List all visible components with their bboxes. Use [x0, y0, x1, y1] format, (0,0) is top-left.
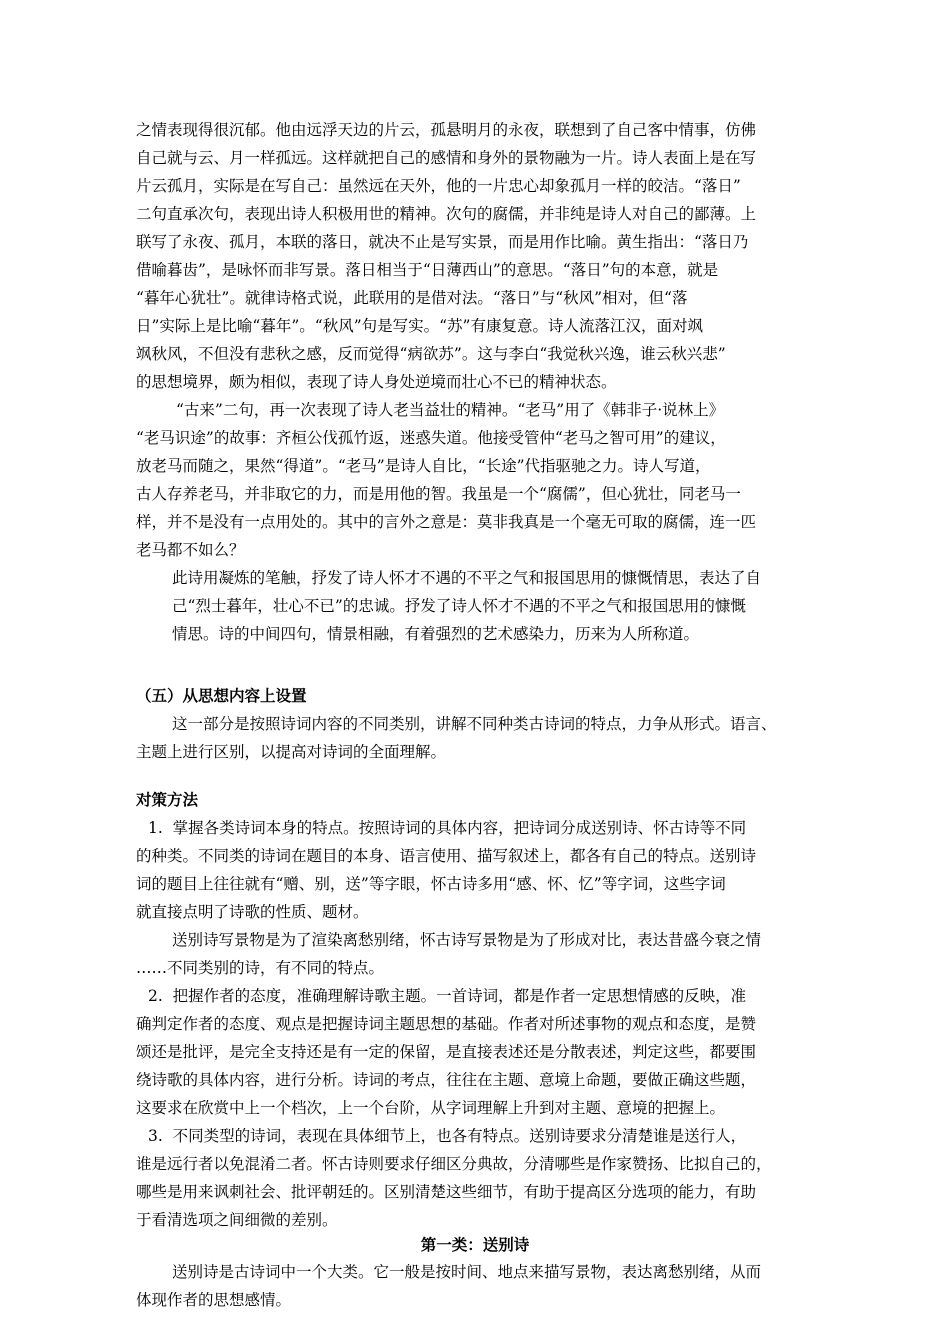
paragraph-line: 放老马而随之，果然“得道”。“老马”是诗人自比，“长途”代指驱驰之力。诗人写道， [136, 457, 711, 475]
paragraph-line: 2. 把握作者的态度，准确理解诗歌主题。一首诗词，都是作者一定思想情感的反映，准 [148, 987, 747, 1005]
paragraph-line: 这一部分是按照诗词内容的不同类别，讲解不同种类古诗词的特点，力争从形式。语言、 [172, 715, 777, 733]
paragraph-line: 颂还是批评，是完全支持还是有一定的保留，是直接表述还是分散表述，判定这些，都要围 [136, 1043, 757, 1061]
paragraph-line: 3. 不同类型的诗词，表现在具体细节上，也各有特点。送别诗要求分清楚谁是送行人， [148, 1127, 747, 1145]
paragraph-line: 送别诗是古诗词中一个大类。它一般是按时间、地点来描写景物，表达离愁别绪，从而 [172, 1263, 762, 1281]
paragraph-line: 自己就与云、月一样孤远。这样就把自己的感情和身外的景物融为一片。诗人表面上是在写 [136, 149, 757, 167]
paragraph-line: 联写了永夜、孤月，本联的落日，就决不止是写实景，而是用作比喻。黄生指出：“落日乃 [136, 233, 749, 251]
paragraph-line: 飒秋风，不但没有悲秋之感，反而觉得“病欲苏”。这与李白“我觉秋兴逸，谁云秋兴悲” [136, 345, 726, 363]
paragraph-line: 情思。诗的中间四句，情景相融，有着强烈的艺术感染力，历来为人所称道。 [172, 625, 700, 643]
paragraph-line: 之情表现得很沉郁。他由远浮天边的片云，孤悬明月的永夜，联想到了自己客中情事，仿佛 [136, 121, 757, 139]
paragraph-line: 片云孤月，实际是在写自己：虽然远在天外，他的一片忠心却象孤月一样的皎洁。“落日” [136, 177, 741, 195]
paragraph-line: 体现作者的思想感情。 [136, 1291, 292, 1309]
paragraph-line: 借喻暮齿”，是咏怀而非写景。落日相当于“日薄西山”的意思。“落日”句的本意，就是 [136, 261, 719, 279]
section-heading: 对策方法 [136, 790, 199, 809]
paragraph-line: 就直接点明了诗歌的性质、题材。 [136, 903, 369, 921]
paragraph-line: 古人存养老马，并非取它的力，而是用他的智。我虽是一个“腐儒”，但心犹壮，同老马一 [136, 485, 741, 503]
paragraph-line: 的种类。不同类的诗词在题目的本身、语言使用、描写叙述上，都各有自己的特点。送别诗 [136, 847, 757, 865]
paragraph-line: “暮年心犹壮”。就律诗格式说，此联用的是借对法。“落日”与“秋风”相对，但“落 [136, 289, 688, 307]
paragraph-line: 己“烈士暮年，壮心不已”的忠诚。抒发了诗人怀才不遇的不平之气和报国思用的慷慨 [172, 597, 746, 615]
paragraph-line: 词的题目上往往就有“赠、别，送”等字眼，怀古诗多用“感、怀、忆”等字词，这些字词 [136, 875, 726, 893]
paragraph-line: 哪些是用来讽刺社会、批评朝廷的。区别清楚这些细节，有助于提高区分选项的能力，有助 [136, 1183, 757, 1201]
paragraph-line: 送别诗写景物是为了渲染离愁别绪，怀古诗写景物是为了形成对比，表达昔盛今衰之情 [172, 931, 762, 949]
paragraph-line: 主题上进行区别，以提高对诗词的全面理解。 [136, 743, 447, 761]
section-heading: （五）从思想内容上设置 [136, 686, 307, 705]
paragraph-line: ……不同类别的诗，有不同的特点。 [136, 959, 385, 977]
paragraph-line: 于看清选项之间细微的差别。 [136, 1211, 338, 1229]
paragraph-line: 样，并不是没有一点用处的。其中的言外之意是：莫非我真是一个毫无可取的腐儒，连一匹 [136, 513, 757, 531]
paragraph-line: “老马识途”的故事：齐桓公伐孤竹返，迷惑失道。他接受管仲“老马之智可用”的建议， [136, 429, 726, 447]
paragraph-line: 老马都不如么？ [136, 541, 245, 559]
paragraph-line: 这要求在欣赏中上一个档次，上一个台阶，从字词理解上升到对主题、意境的把握上。 [136, 1099, 726, 1117]
paragraph-line: 1. 掌握各类诗词本身的特点。按照诗词的具体内容，把诗词分成送别诗、怀古诗等不同 [148, 819, 747, 837]
paragraph-line: 绕诗歌的具体内容，进行分析。诗词的考点，往往在主题、意境上命题，要做正确这些题， [136, 1071, 757, 1089]
paragraph-line: 谁是远行者以免混淆二者。怀古诗则要求仔细区分典故，分清哪些是作家赞扬、比拟自己的， [136, 1155, 772, 1173]
paragraph-line: 此诗用凝炼的笔触，抒发了诗人怀才不遇的不平之气和报国思用的慷慨情思，表达了自 [172, 569, 762, 587]
paragraph-line: 日”实际上是比喻“暮年”。“秋风”句是写实。“苏”有康复意。诗人流落江汉，面对飒 [136, 317, 703, 335]
paragraph-line: 二句直承次句，表现出诗人积极用世的精神。次句的腐儒，并非纯是诗人对自己的鄙薄。上 [136, 205, 757, 223]
category-heading: 第一类：送别诗 [420, 1235, 530, 1254]
paragraph-line: 确判定作者的态度、观点是把握诗词主题思想的基础。作者对所述事物的观点和态度，是赞 [136, 1015, 757, 1033]
paragraph-line: 的思想境界，颇为相似，表现了诗人身处逆境而壮心不已的精神状态。 [136, 373, 617, 391]
paragraph-line: “古来”二句，再一次表现了诗人老当益壮的精神。“老马”用了《韩非子·说林上》 [176, 401, 725, 419]
